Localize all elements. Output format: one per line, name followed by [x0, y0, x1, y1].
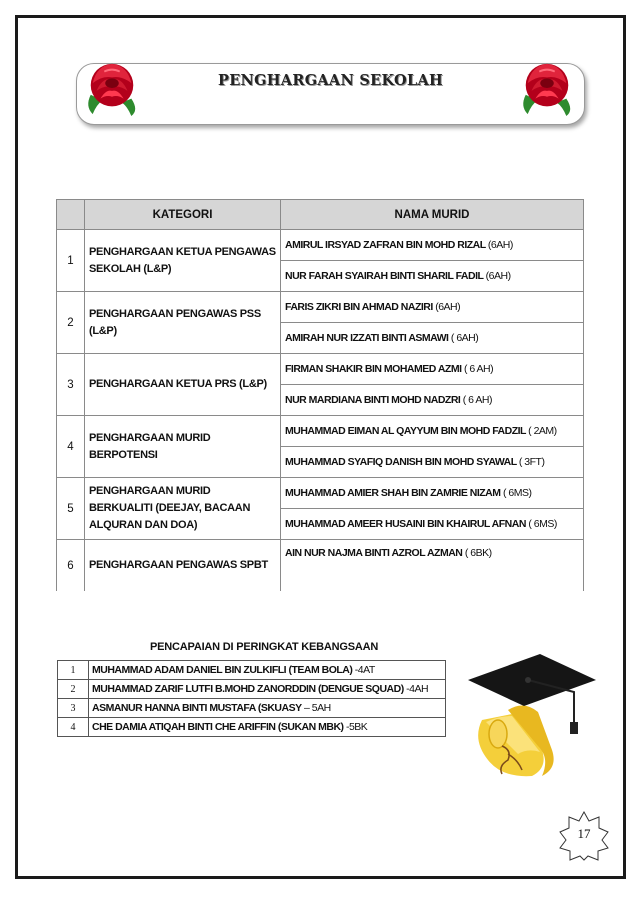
achievement-cell: [89, 699, 446, 718]
student-name: NUR FARAH SYAIRAH BINTI SHARIL FADIL: [285, 270, 484, 282]
student-name: FARIS ZIKRI BIN AHMAD NAZIRI: [285, 301, 433, 313]
row-number: 1: [58, 661, 89, 680]
student-name: CHE DAMIA ATIQAH BINTI CHE ARIFFIN (SUKAN MBK): [92, 721, 344, 733]
table-row: [57, 230, 584, 261]
student-class: ( 6 AH): [463, 363, 494, 375]
table-row: [58, 699, 446, 718]
row-number: 2: [57, 292, 85, 354]
table-row: [57, 540, 584, 592]
title-banner: [76, 63, 585, 125]
student-class: (6AH): [435, 301, 461, 313]
student-class: ( 6 AH): [462, 394, 492, 406]
student-cell: [281, 261, 584, 292]
page-number: 17: [577, 826, 591, 841]
category-cell: PENGHARGAAN PENGAWAS SPBT: [85, 540, 281, 592]
student-cell: [281, 354, 584, 385]
student-cell: [281, 447, 584, 478]
category-cell: PENGHARGAAN KETUA PRS (L&P): [85, 354, 281, 416]
student-class: -5BK: [343, 721, 368, 733]
student-name: MUHAMMAD AMIER SHAH BIN ZAMRIE NIZAM: [285, 487, 501, 499]
table-row: [58, 718, 446, 737]
student-class: -4AH: [403, 683, 429, 695]
column-header-category: KATEGORI: [85, 200, 281, 230]
national-section-title: PENCAPAIAN DI PERINGKAT KEBANGSAAN: [150, 641, 379, 653]
category-cell: PENGHARGAAN MURID BERPOTENSI: [85, 416, 281, 478]
category-cell: PENGHARGAAN MURID BERKUALITI (DEEJAY, BACAAN ALQURAN DAN DOA): [85, 478, 281, 540]
row-number: 5: [57, 478, 85, 540]
student-class: (6AH): [485, 270, 511, 282]
header-row: [57, 200, 584, 230]
row-number: 4: [57, 416, 85, 478]
student-cell: [281, 540, 584, 592]
student-class: ( 6MS): [502, 487, 532, 499]
row-number: 3: [58, 699, 89, 718]
student-class: -4AT: [352, 664, 375, 676]
student-name: AMIRAH NUR IZZATI BINTI ASMAWI: [285, 332, 449, 344]
table-row: [58, 680, 446, 699]
graduation-cap-diploma-icon: [462, 650, 600, 782]
category-cell: PENGHARGAAN KETUA PENGAWAS SEKOLAH (L&P): [85, 230, 281, 292]
student-class: ( 3FT): [518, 456, 545, 468]
student-cell: [281, 230, 584, 261]
student-name: MUHAMMAD AMEER HUSAINI BIN KHAIRUL AFNAN: [285, 518, 526, 530]
student-cell: [281, 416, 584, 447]
student-cell: [281, 478, 584, 509]
page-title: PENGHARGAAN SEKOLAH: [218, 72, 443, 89]
national-achievement-table: [57, 660, 446, 737]
student-name: FIRMAN SHAKIR BIN MOHAMED AZMI: [285, 363, 462, 375]
table-row: [57, 416, 584, 447]
student-class: (6AH): [487, 239, 513, 251]
student-cell: [281, 385, 584, 416]
student-name: ASMANUR HANNA BINTI MUSTAFA (SKUASY: [92, 702, 302, 714]
table-row: [57, 292, 584, 323]
row-number: 3: [57, 354, 85, 416]
student-class: ( 6MS): [528, 518, 557, 530]
student-name: AIN NUR NAJMA BINTI AZROL AZMAN: [285, 547, 463, 559]
row-number: 1: [57, 230, 85, 292]
student-name: AMIRUL IRSYAD ZAFRAN BIN MOHD RIZAL: [285, 239, 486, 251]
student-cell: [281, 509, 584, 540]
student-name: MUHAMMAD SYAFIQ DANISH BIN MOHD SYAWAL: [285, 456, 517, 468]
achievement-cell: [89, 718, 446, 737]
student-class: – 5AH: [301, 702, 331, 714]
student-name: NUR MARDIANA BINTI MOHD NADZRI: [285, 394, 461, 406]
student-class: ( 6AH): [450, 332, 479, 344]
award-table: [56, 199, 584, 591]
student-name: MUHAMMAD ADAM DANIEL BIN ZULKIFLI (TEAM BOLA): [92, 664, 353, 676]
row-number: 4: [58, 718, 89, 737]
student-class: ( 2AM): [528, 425, 557, 437]
achievement-cell: [89, 661, 446, 680]
row-number: 6: [57, 540, 85, 592]
column-header-student: NAMA MURID: [281, 200, 584, 230]
table-row: [58, 661, 446, 680]
student-name: MUHAMMAD EIMAN AL QAYYUM BIN MOHD FADZIL: [285, 425, 526, 437]
student-name: MUHAMMAD ZARIF LUTFI B.MOHD ZANORDDIN (DENGUE SQUAD): [92, 683, 404, 695]
table-row: [57, 354, 584, 385]
student-cell: [281, 292, 584, 323]
rose-icon: [518, 55, 576, 121]
student-cell: [281, 323, 584, 354]
column-header-no: [57, 200, 85, 230]
student-class: ( 6BK): [464, 547, 492, 559]
category-cell: PENGHARGAAN PENGAWAS PSS (L&P): [85, 292, 281, 354]
table-row: [57, 478, 584, 509]
row-number: 2: [58, 680, 89, 699]
achievement-cell: [89, 680, 446, 699]
